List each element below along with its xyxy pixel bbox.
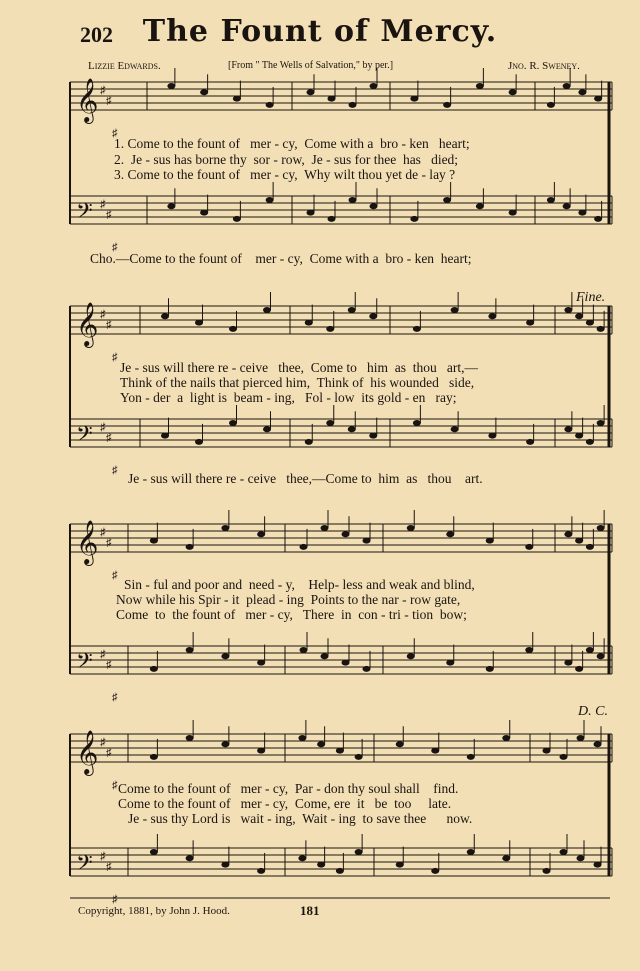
author-credit: Lizzie Edwards. xyxy=(88,60,161,72)
notehead xyxy=(336,868,344,874)
notehead xyxy=(577,735,585,741)
notehead xyxy=(410,216,418,222)
notehead xyxy=(526,439,534,445)
notehead xyxy=(586,544,594,550)
notehead xyxy=(321,525,329,531)
notehead xyxy=(328,96,336,102)
notehead xyxy=(488,433,496,439)
notehead xyxy=(476,203,484,209)
lyric-line: Yon - der a light is beam - ing, Fol - low its gold - en ray; xyxy=(120,390,457,405)
sharp-icon: ♯ xyxy=(106,861,112,874)
notehead xyxy=(161,313,169,319)
notehead xyxy=(560,849,568,855)
notehead xyxy=(563,203,571,209)
notehead xyxy=(167,203,175,209)
notehead xyxy=(594,96,602,102)
treble-clef-icon: 𝄞 xyxy=(76,78,99,122)
notehead xyxy=(594,741,602,747)
notehead xyxy=(486,538,494,544)
notehead xyxy=(586,320,594,326)
notehead xyxy=(407,525,415,531)
notehead xyxy=(502,735,510,741)
notehead xyxy=(221,653,229,659)
notehead xyxy=(543,868,551,874)
sharp-icon: ♯ xyxy=(100,421,106,434)
notehead xyxy=(594,216,602,222)
notehead xyxy=(200,210,208,216)
notehead xyxy=(597,420,605,426)
notehead xyxy=(263,307,271,313)
notehead xyxy=(348,307,356,313)
notehead xyxy=(370,83,378,89)
notehead xyxy=(431,748,439,754)
lyric-line: Come to the fount of mer - cy, Par - don thy soul shall find. xyxy=(118,781,459,796)
lyric-line: 2. Je - sus has borne thy sor - row, Je - sus for thee has died; xyxy=(114,152,459,167)
bass-clef-icon: 𝄢 xyxy=(76,422,93,452)
notehead xyxy=(233,96,241,102)
sharp-icon: ♯ xyxy=(112,569,118,582)
notehead xyxy=(396,862,404,868)
notehead xyxy=(575,666,583,672)
sharp-icon: ♯ xyxy=(106,432,112,445)
sharp-icon: ♯ xyxy=(112,464,118,477)
notehead xyxy=(326,326,334,332)
sharp-icon: ♯ xyxy=(100,850,106,863)
bass-clef-icon: 𝄢 xyxy=(76,199,93,229)
notehead xyxy=(167,83,175,89)
copyright-notice: Copyright, 1881, by John J. Hood. xyxy=(78,905,230,917)
notehead xyxy=(451,426,459,432)
notehead xyxy=(467,849,475,855)
notehead xyxy=(150,849,158,855)
notehead xyxy=(363,538,371,544)
lyric-line: Je - sus thy Lord is wait - ing, Wait - ing to save thee now. xyxy=(128,811,473,826)
notehead xyxy=(563,83,571,89)
sharp-icon: ♯ xyxy=(100,308,106,321)
notehead xyxy=(186,735,194,741)
notehead xyxy=(486,666,494,672)
notehead xyxy=(355,849,363,855)
lyric-line: Come to the fount of mer - cy, Come, ere it be too late. xyxy=(118,796,452,811)
treble-clef-icon: 𝄞 xyxy=(76,520,99,564)
notehead xyxy=(369,313,377,319)
hymn-number: 202 xyxy=(80,22,113,47)
sharp-icon: ♯ xyxy=(112,127,118,140)
notehead xyxy=(229,420,237,426)
notehead xyxy=(348,426,356,432)
notehead xyxy=(186,544,194,550)
notehead xyxy=(431,868,439,874)
notehead xyxy=(476,83,484,89)
sharp-icon: ♯ xyxy=(100,198,106,211)
notehead xyxy=(467,754,475,760)
notehead xyxy=(307,89,315,95)
notehead xyxy=(396,741,404,747)
notehead xyxy=(509,210,517,216)
notehead xyxy=(257,868,265,874)
notehead xyxy=(413,420,421,426)
sharp-icon: ♯ xyxy=(100,526,106,539)
notehead xyxy=(525,544,533,550)
fine-marking: Fine. xyxy=(576,290,606,305)
notehead xyxy=(578,89,586,95)
sharp-icon: ♯ xyxy=(112,893,118,906)
notehead xyxy=(369,433,377,439)
hymn-title: The Fount of Mercy. xyxy=(142,14,498,49)
notehead xyxy=(410,96,418,102)
notehead xyxy=(266,102,274,108)
notehead xyxy=(547,102,555,108)
notehead xyxy=(413,326,421,332)
notehead xyxy=(342,660,350,666)
lyric-line: 1. Come to the fount of mer - cy, Come with a bro - ken heart; xyxy=(114,136,470,151)
notehead xyxy=(597,653,605,659)
notehead xyxy=(257,660,265,666)
notehead xyxy=(150,666,158,672)
notehead xyxy=(229,326,237,332)
notehead xyxy=(446,531,454,537)
notehead xyxy=(560,754,568,760)
notehead xyxy=(446,660,454,666)
notehead xyxy=(328,216,336,222)
notehead xyxy=(342,531,350,537)
notehead xyxy=(195,439,203,445)
lyric-line: Now while his Spir - it plead - ing Points to the nar - row gate, xyxy=(116,592,461,607)
notehead xyxy=(221,862,229,868)
sharp-icon: ♯ xyxy=(112,241,118,254)
notehead xyxy=(298,735,306,741)
notehead xyxy=(221,525,229,531)
notehead xyxy=(586,439,594,445)
notehead xyxy=(321,653,329,659)
notehead xyxy=(370,203,378,209)
notehead xyxy=(355,754,363,760)
notehead xyxy=(195,320,203,326)
notehead xyxy=(300,544,308,550)
notehead xyxy=(300,647,308,653)
dc-marking: D. C. xyxy=(578,704,608,719)
notehead xyxy=(575,433,583,439)
notehead xyxy=(186,855,194,861)
sharp-icon: ♯ xyxy=(106,95,112,108)
notehead xyxy=(317,862,325,868)
treble-clef-icon: 𝄞 xyxy=(76,730,99,774)
treble-clef-icon: 𝄞 xyxy=(76,302,99,346)
notehead xyxy=(575,313,583,319)
sharp-icon: ♯ xyxy=(112,351,118,364)
notehead xyxy=(597,326,605,332)
notehead xyxy=(257,748,265,754)
notehead xyxy=(575,538,583,544)
notehead xyxy=(547,197,555,203)
notehead xyxy=(307,210,315,216)
lyric-line: Come to the fount of mer - cy, There in con - tri - tion bow; xyxy=(116,607,467,622)
notehead xyxy=(564,307,572,313)
lyric-line: 3. Come to the fount of mer - cy, Why wilt thou yet de - lay ? xyxy=(114,167,456,182)
notehead xyxy=(564,531,572,537)
notehead xyxy=(502,855,510,861)
notehead xyxy=(317,741,325,747)
notehead xyxy=(200,89,208,95)
notehead xyxy=(349,197,357,203)
notehead xyxy=(349,102,357,108)
notehead xyxy=(186,647,194,653)
notehead xyxy=(597,525,605,531)
page-number: 181 xyxy=(300,903,320,918)
notehead xyxy=(266,197,274,203)
sharp-icon: ♯ xyxy=(106,747,112,760)
notehead xyxy=(298,855,306,861)
notehead xyxy=(543,748,551,754)
notehead xyxy=(578,210,586,216)
sharp-icon: ♯ xyxy=(100,736,106,749)
notehead xyxy=(564,660,572,666)
notehead xyxy=(233,216,241,222)
sharp-icon: ♯ xyxy=(106,319,112,332)
notehead xyxy=(161,433,169,439)
sharp-icon: ♯ xyxy=(106,209,112,222)
sharp-icon: ♯ xyxy=(100,84,106,97)
sharp-icon: ♯ xyxy=(112,779,118,792)
notehead xyxy=(257,531,265,537)
sharp-icon: ♯ xyxy=(106,659,112,672)
notehead xyxy=(443,102,451,108)
notehead xyxy=(586,647,594,653)
notehead xyxy=(336,748,344,754)
lyric-line: Think of the nails that pierced him, Think of his wounded side, xyxy=(120,375,475,390)
bass-clef-icon: 𝄢 xyxy=(76,649,93,679)
notehead xyxy=(363,666,371,672)
lyric-line: Je - sus will there re - ceive thee, Come to him as thou art,— xyxy=(120,360,479,375)
notehead xyxy=(594,862,602,868)
notehead xyxy=(525,647,533,653)
sharp-icon: ♯ xyxy=(106,537,112,550)
notehead xyxy=(305,439,313,445)
notehead xyxy=(564,426,572,432)
notehead xyxy=(263,426,271,432)
notehead xyxy=(488,313,496,319)
notehead xyxy=(577,855,585,861)
notehead xyxy=(443,197,451,203)
notehead xyxy=(451,307,459,313)
lyric-line: Sin - ful and poor and need - y, Help- less and weak and blind, xyxy=(124,577,475,592)
notehead xyxy=(509,89,517,95)
sharp-icon: ♯ xyxy=(100,648,106,661)
source-credit: [From " The Wells of Salvation," by per.] xyxy=(228,60,394,71)
composer-credit: Jno. R. Sweney. xyxy=(508,60,580,72)
notehead xyxy=(326,420,334,426)
notehead xyxy=(407,653,415,659)
chorus-line: Cho.—Come to the fount of mer - cy, Come with a bro - ken heart; xyxy=(90,251,472,266)
chorus-line: Je - sus will there re - ceive thee,—Come to him as thou art. xyxy=(128,471,483,486)
notehead xyxy=(305,320,313,326)
notehead xyxy=(526,320,534,326)
sharp-icon: ♯ xyxy=(112,691,118,704)
notehead xyxy=(150,538,158,544)
notehead xyxy=(221,741,229,747)
notehead xyxy=(150,754,158,760)
bass-clef-icon: 𝄢 xyxy=(76,851,93,881)
